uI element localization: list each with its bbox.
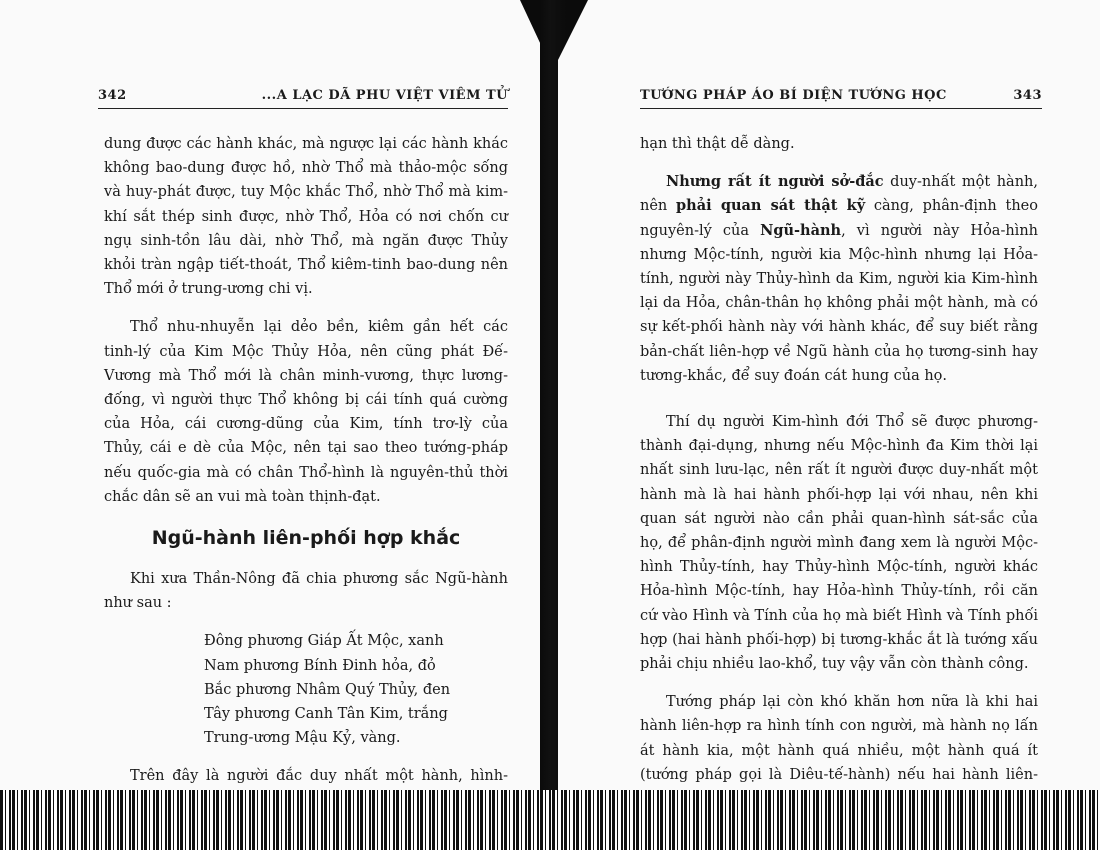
left-page-body [104,132,508,837]
verse-block [204,629,508,750]
right-paragraph-1 [640,170,1038,388]
verse-line: Trung-ương Mậu Kỷ, vàng. [204,730,401,747]
bold-phrase: Nhưng rất ít người sở-đắc [666,173,884,191]
right-page-body [640,132,1038,811]
left-page-number: 342 [98,88,127,103]
right-paragraph-2: Thí dụ người Kim-hình đới Thổ sẽ được phương-thành đại-dụng, nhưng nếu Mộc-hình đa Kim thời lại nhất sinh lưu-lạc, nên rất ít người được duy-nhất một hành mà là hai hành phối-hợp lại với nhau, nên khi quan sát người nào cần phải quan-hình sát-sắc của họ, để phân-định người mình đang xem là người Mộc-hình Thủy-tính, hay Thủy-hình Mộc-tính, người khác Hỏa-hình Mộc-tính, hay Hỏa-hình Thủy-tính, rồi căn cứ vào Hình và Tính của họ mà biết Hình và Tính phối hợp (hai hành phối-hợp) bị tương-khắc ắt là tướng xấu phải chịu nhiều lao-khổ, tuy vậy vẫn còn thành công. [640,414,1038,673]
left-paragraph-1: dung được các hành khác, mà ngược lại các hành khác không bao-dung được hồ, nhờ Thổ mà thảo-mộc sống và huy-phát được, tuy Mộc khắc Thổ, nhờ Thổ mà kim-khí sắt thép sinh được, nhờ Thổ, Hỏa có nơi chốn cư ngụ sinh-tồn lâu dài, nhờ Thổ, mà ngăn được Thủy khỏi tràn ngập tiết-thoát, Thổ kiêm-tinh bao-dung nên Thổ mới ở trung-ương chi vị. [104,136,508,298]
right-running-head [640,86,1042,109]
closing-paragraph: Trên đây là người đắc duy nhất một hành, hình- [130,768,508,785]
opening-line: hạn thì thật dễ dàng. [640,136,795,152]
left-paragraph-2: Thổ nhu-nhuyễn lại dẻo bền, kiêm gần hết các tinh-lý của Kim Mộc Thủy Hỏa, nên cũng phát Đế-Vương mà Thổ mới là chân minh-vương, thực lương-đống, vì người thực Thổ không bị cái tính quá cường của Hỏa, cái cương-dũng của Kim, tính trơ-lỳ của Thủy, cái e dè của Mộc, nên tại sao theo tướng-pháp nếu quốc-gia mà có chân Thổ-hình là nguyên-thủ thời chắc dân sẽ an vui mà toàn thịnh-đạt. [104,319,508,505]
text-run: càng, phân-định theo nguyên-lý của [640,198,1038,239]
bold-phrase: Ngũ-hành [760,221,842,239]
bold-phrase: phải quan sát thật kỹ [676,197,866,215]
section-heading: Ngũ-hành liên-phối hợp khắc [151,527,461,550]
text-run: duy-nhất một hành, nên [640,174,1038,215]
scan-edge-stripes [0,790,1100,850]
intro-paragraph: Khi xưa Thần-Nông đã chia phương sắc Ngũ-hành như sau : [104,571,508,612]
text-run: , vì người này Hỏa-hình nhưng Mộc-tính, người kia Mộc-hình nhưng lại Hỏa-tính, người này Thủy-hình da Kim, người kia Kim-hình lại da Hỏa, chân-thân họ không phải một hành, mà có sự kết-phối hành này với hành khác, để suy biết rằng bản-chất liên-hợp về Ngũ hành của họ tương-sinh hay tương-khắc, để suy đoán cát hung của họ. [640,222,1039,384]
right-page-number: 343 [1013,88,1042,103]
right-running-title: TƯỚNG PHÁP ÁO BÍ DIỆN TƯỚNG HỌC [640,88,947,103]
right-paragraph-3: Tướng pháp lại còn khó khăn hơn nữa là khi hai hành liên-hợp ra hình tính con người, mà hành nọ lấn át hành kia, một hành quá nhiều, một hành quá ít (tướng pháp gọi là Diêu-tế-hành) nếu hai hành liên- [640,694,1038,783]
left-running-head [98,86,508,109]
verse-line: Bắc phương Nhâm Quý Thủy, đen [204,681,451,698]
verse-line: Tây phương Canh Tân Kim, trắng [204,706,448,723]
verse-line: Nam phương Bính Đinh hỏa, đỏ [204,657,436,674]
left-running-title: ...A LẠC DÃ PHU VIỆT VIÊM TỬ [261,88,508,103]
verse-line: Đông phương Giáp Ất Mộc, xanh [204,633,444,650]
